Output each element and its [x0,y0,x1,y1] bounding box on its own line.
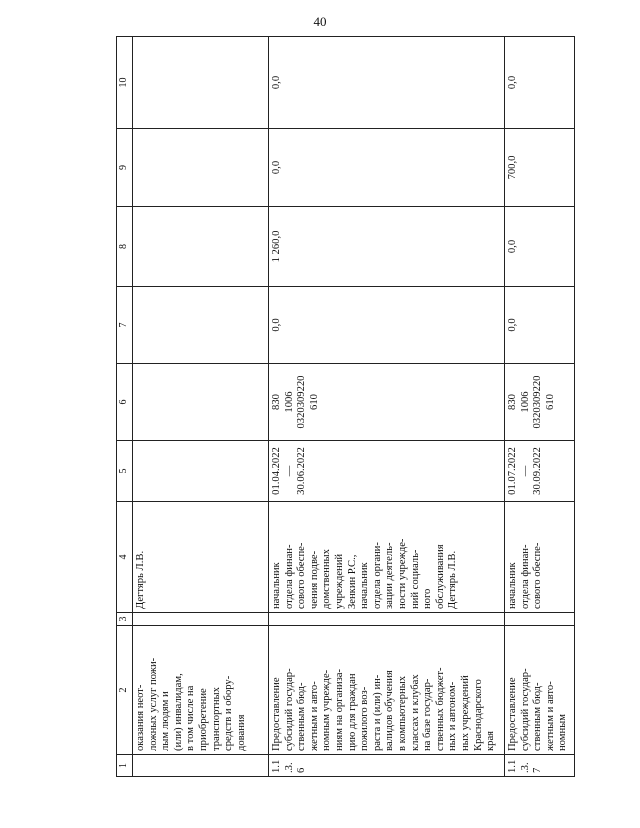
header-cell-5: 5 [117,441,133,502]
row-value-10: 0,0 [269,37,505,129]
row-budget-code: 830 1006 0320309220 610 [269,364,505,441]
header-cell-2: 2 [117,626,133,755]
header-cell-1: 1 [117,755,133,777]
row-number: 1.1.3.6 [269,755,505,777]
program-table-viewport [116,57,569,777]
header-row [117,37,133,777]
row-value-9 [133,129,269,207]
header-cell-6: 6 [117,364,133,441]
row-budget-code: 830 1006 0320309220 610 [505,364,575,441]
row-executor: Дегтярь Л.В. [133,502,269,613]
program-table [116,36,575,777]
row-number: 1.1.3.7 [505,755,575,777]
row-value-8: 1 260,0 [269,207,505,287]
row-number [133,755,269,777]
row-col3 [505,613,575,626]
row-value-7 [133,287,269,364]
header-cell-4: 4 [117,502,133,613]
row-value-8: 0,0 [505,207,575,287]
row-name: Предоставление субсидий государ- ственным бюд- жетным и авто- номным учрежде- ниям на организа- цию для граждан пожилого воз- раста и (или) ин- валидов обучения в компьютерных классах и клубах на базе государ- ственных бюджет- ных и автоном- ных учреждений Краснодарского края [269,626,505,755]
row-value-9: 0,0 [269,129,505,207]
row-budget-code [133,364,269,441]
row-executor: начальник отдела финан- сового обеспе- чения подве- домственных учреждений Зенкин Р.С., начальник отдела органи- зации деятель- ности учрежде- ний социаль- ного обслуживания Дегтярь Л.В. [269,502,505,613]
row-value-7: 0,0 [269,287,505,364]
row-period: 01.04.2022 — 30.06.2022 [269,441,505,502]
row-col3 [133,613,269,626]
row-value-9: 700,0 [505,129,575,207]
page-number: 40 [313,14,327,29]
header-cell-10: 10 [117,37,133,129]
table-row [269,37,505,777]
row-name: оказания неот- ложных услуг пожи- лым людям и (или) инвалидам, в том числе на приобретение транспортных средств и обору- дования [133,626,269,755]
row-executor: начальник отдела финан- сового обеспе- [505,502,575,613]
row-value-7: 0,0 [505,287,575,364]
header-cell-8: 8 [117,207,133,287]
row-period: 01.07.2022 — 30.09.2022 [505,441,575,502]
program-table-rotated [116,57,569,777]
row-name: Предоставление субсидий государ- ственным бюд- жетным и авто- номным [505,626,575,755]
row-period [133,441,269,502]
header-cell-7: 7 [117,287,133,364]
header-cell-9: 9 [117,129,133,207]
row-value-10: 0,0 [505,37,575,129]
row-value-10 [133,37,269,129]
header-cell-3: 3 [117,613,133,626]
row-col3 [269,613,505,626]
table-row [505,37,575,777]
row-value-8 [133,207,269,287]
table-row [133,37,269,777]
